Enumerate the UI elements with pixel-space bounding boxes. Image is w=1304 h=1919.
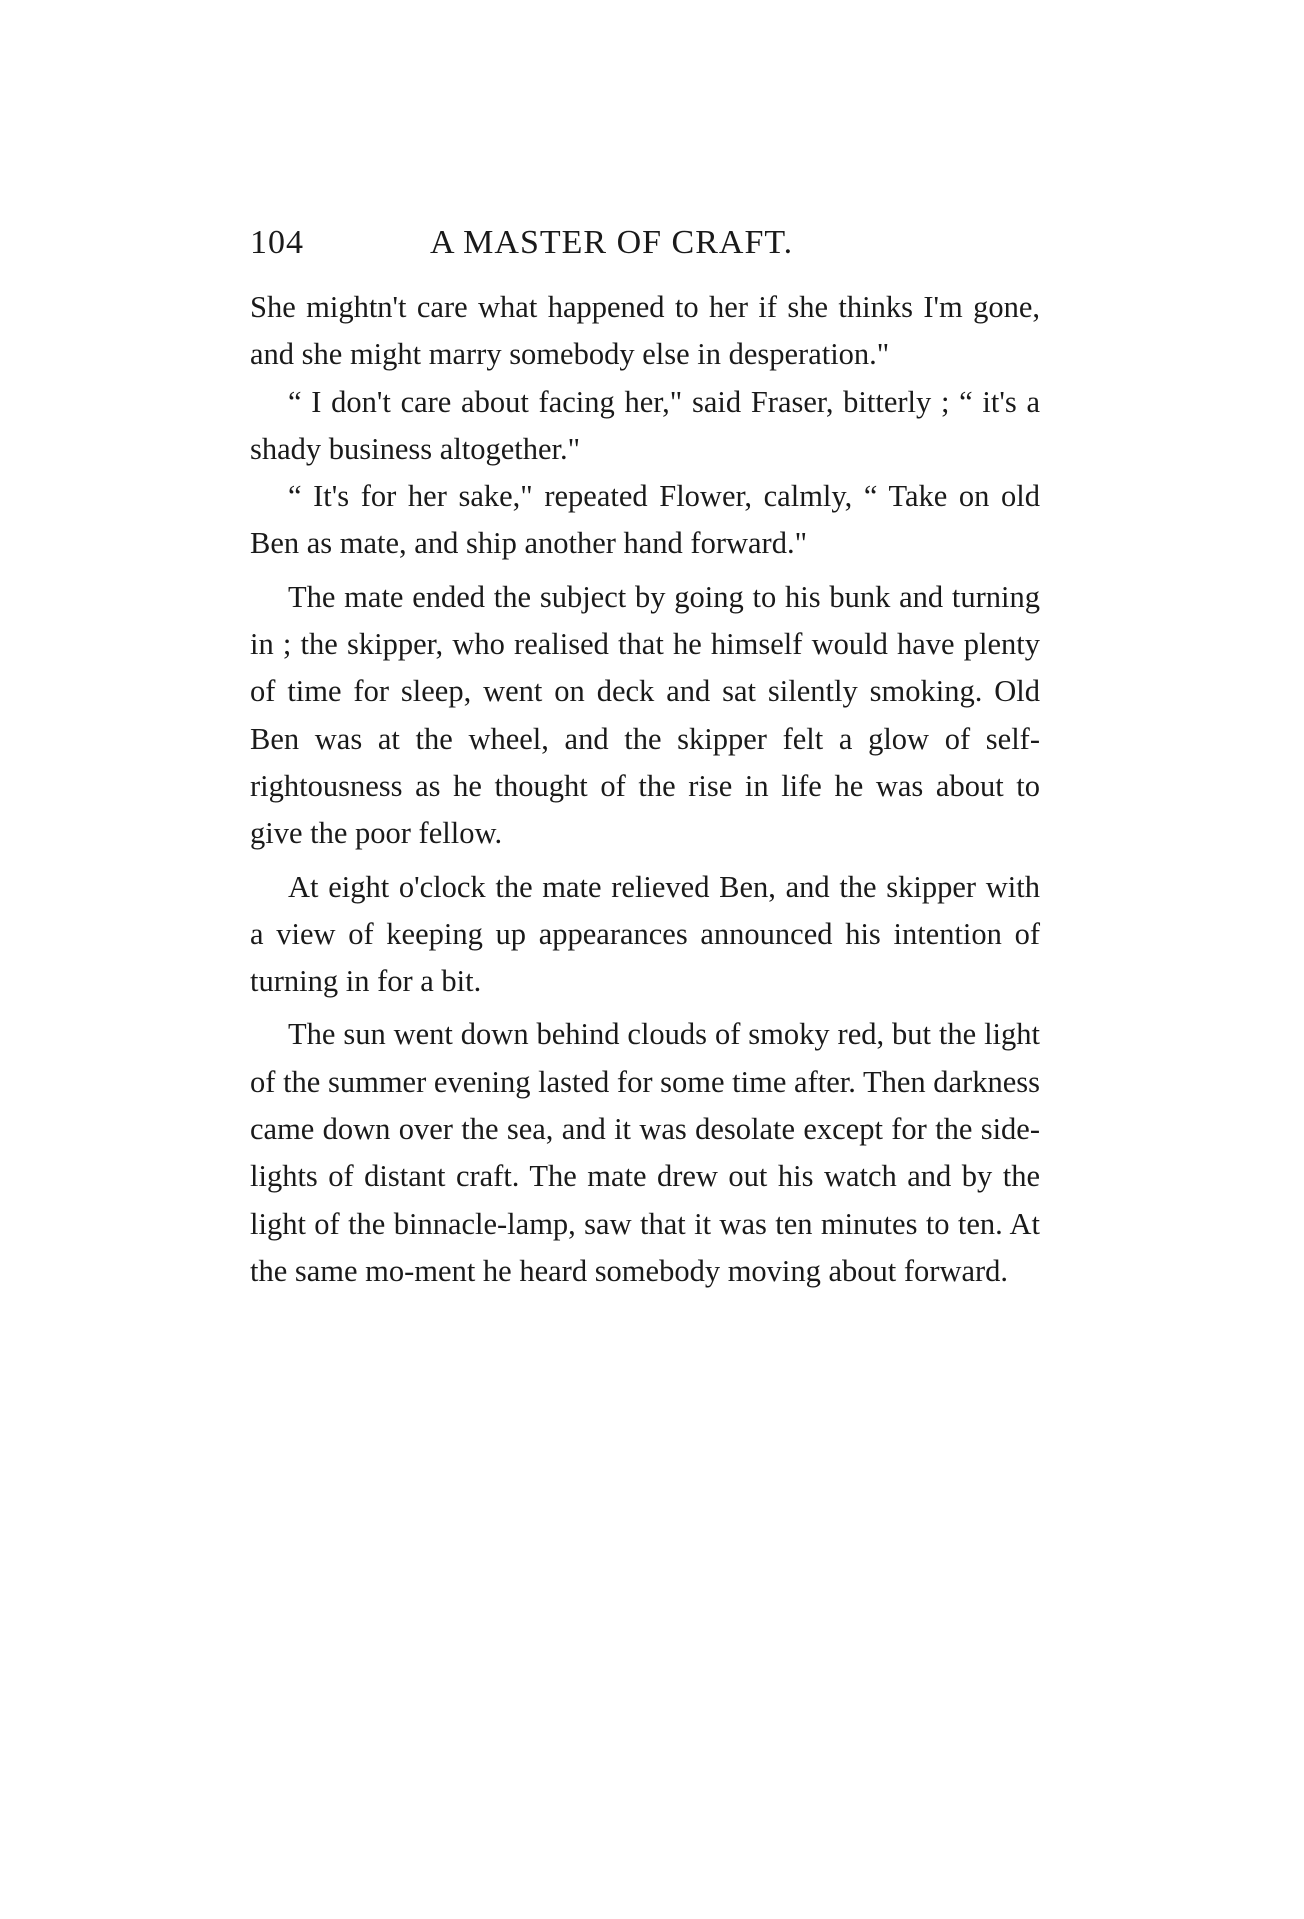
book-page bbox=[250, 224, 1040, 1295]
page-number: 104 bbox=[250, 224, 304, 261]
paragraph-continuation: She mightn't care what happened to her if she thinks I'm gone, and she might marry somebody else in desperation." bbox=[250, 290, 1040, 372]
running-head bbox=[250, 224, 1040, 284]
paragraph-fraser-dialogue: “ I don't care about facing her," said Fraser, bitterly ; “ it's a shady business altogether." bbox=[250, 384, 1040, 466]
paragraph-eight-oclock: At eight o'clock the mate relieved Ben, and the skipper with a view of keeping up appearances announced his intention of turning in for a bit. bbox=[250, 869, 1040, 999]
paragraph-mate-bunk: The mate ended the subject by going to his bunk and turning in ; the skipper, who realised that he himself would have plenty of time for sleep, went on deck and sat silently smoking. Old Ben was at the wheel, and the skipper felt a glow of self-rightousness as he thought of the rise in life he was about to give the poor fellow. bbox=[250, 579, 1040, 851]
paragraph-flower-dialogue: “ It's for her sake," repeated Flower, calmly, “ Take on old Ben as mate, and ship another hand forward." bbox=[250, 479, 1040, 561]
paragraph-sunset: The sun went down behind clouds of smoky red, but the light of the summer evening lasted for some time after. Then darkness came down over the sea, and it was desolate except for the side-lights of distant craft. The mate drew out his watch and by the light of the binnacle-lamp, saw that it was ten minutes to ten. At the same mo-ment he heard somebody moving about forward. bbox=[250, 1017, 1040, 1288]
running-title: A MASTER OF CRAFT. bbox=[430, 224, 794, 261]
body-text bbox=[250, 284, 1040, 1295]
